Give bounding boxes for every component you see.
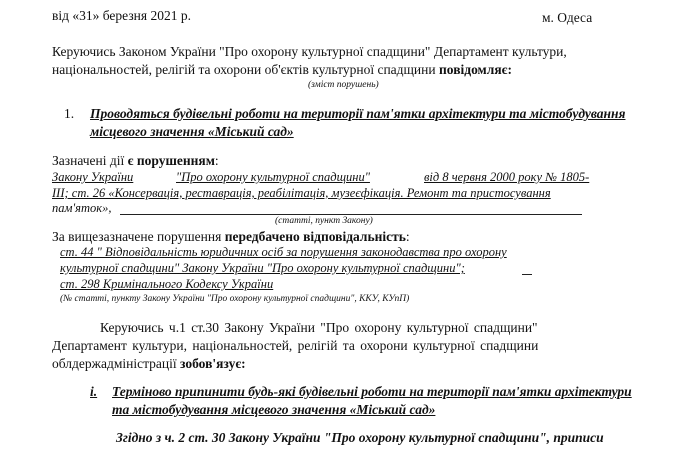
- law-line-2: ІІІ; ст. 26 «Консервація, реставрація, реабілітація, музеєфікація. Ремонт та пристосування: [52, 186, 551, 200]
- actions-heading: [52, 153, 219, 169]
- intro-line-2: [52, 62, 512, 78]
- liability-line-1: ст. 44 " Відповідальність юридичних осіб за порушення законодавства про охорону: [60, 245, 507, 259]
- liability-heading-suffix: :: [405, 229, 410, 244]
- liability-note: (№ статті, пункту Закону України "Про охорону культурної спадщини", ККУ, КУпП): [60, 294, 410, 304]
- law-line-1-part-a: Закону України: [52, 170, 134, 184]
- violation-line-2: місцевого значення «Міський сад»: [90, 124, 294, 139]
- intro-line-1: Керуючись Законом України "Про охорону культурної спадщини" Департамент культури,: [52, 44, 567, 59]
- law-line-3: пам'яток»,: [52, 201, 112, 215]
- liability-heading-bold: передбачено відповідальність: [224, 229, 406, 244]
- footer-line-1: Згідно з ч. 2 ст. 30 Закону України "Про охорону культурної спадщини", приписи: [116, 430, 604, 445]
- liability-heading: [52, 229, 410, 245]
- liability-line-2: культурної спадщини" Закону України "Про охорону культурної спадщини";: [60, 261, 465, 275]
- actions-heading-suffix: :: [214, 153, 219, 168]
- document-city: м. Одеса: [542, 10, 593, 25]
- violation-line-1: Проводяться будівельні роботи на території пам'ятки архітектури та містобудування: [90, 106, 626, 121]
- order-line-2: Департамент культури, національностей, релігій та охорони культурної спадщини: [52, 338, 539, 353]
- law-line-1-part-b: "Про охорону культурної спадщини": [176, 170, 370, 184]
- obligation-line-1: Терміново припинити будь-які будівельні роботи на території пам'ятки архітектури: [112, 384, 632, 399]
- law-note: (статті, пункт Закону): [275, 216, 373, 226]
- order-line-3-text: облдержадміністрації: [52, 356, 180, 371]
- document-date: від «31» березня 2021 р.: [52, 8, 191, 23]
- liability-underline-tail: [522, 274, 532, 275]
- law-underline: [120, 214, 582, 215]
- law-line-1-part-c: від 8 червня 2000 року № 1805-: [424, 170, 590, 184]
- obligation-number: і.: [90, 384, 98, 399]
- order-line-3: [52, 356, 246, 372]
- order-line-1: Керуючись ч.1 ст.30 Закону України "Про охорону культурної спадщини": [100, 320, 538, 335]
- intro-line-2-text: національностей, релігій та охорони об'єктів культурної спадщини: [52, 62, 439, 77]
- order-obliges: зобов'язує:: [180, 356, 246, 371]
- actions-heading-prefix: Зазначені дії: [52, 153, 128, 168]
- actions-heading-bold: є порушенням: [127, 153, 215, 168]
- liability-line-3: ст. 298 Кримінального Кодексу України: [60, 277, 274, 291]
- intro-note: (зміст порушень): [308, 80, 379, 90]
- intro-notifies: повідомляє:: [439, 62, 512, 77]
- violation-number: 1.: [64, 106, 75, 121]
- obligation-line-2: та містобудування місцевого значення «Міський сад»: [112, 402, 436, 417]
- liability-heading-prefix: За вищезазначене порушення: [52, 229, 225, 244]
